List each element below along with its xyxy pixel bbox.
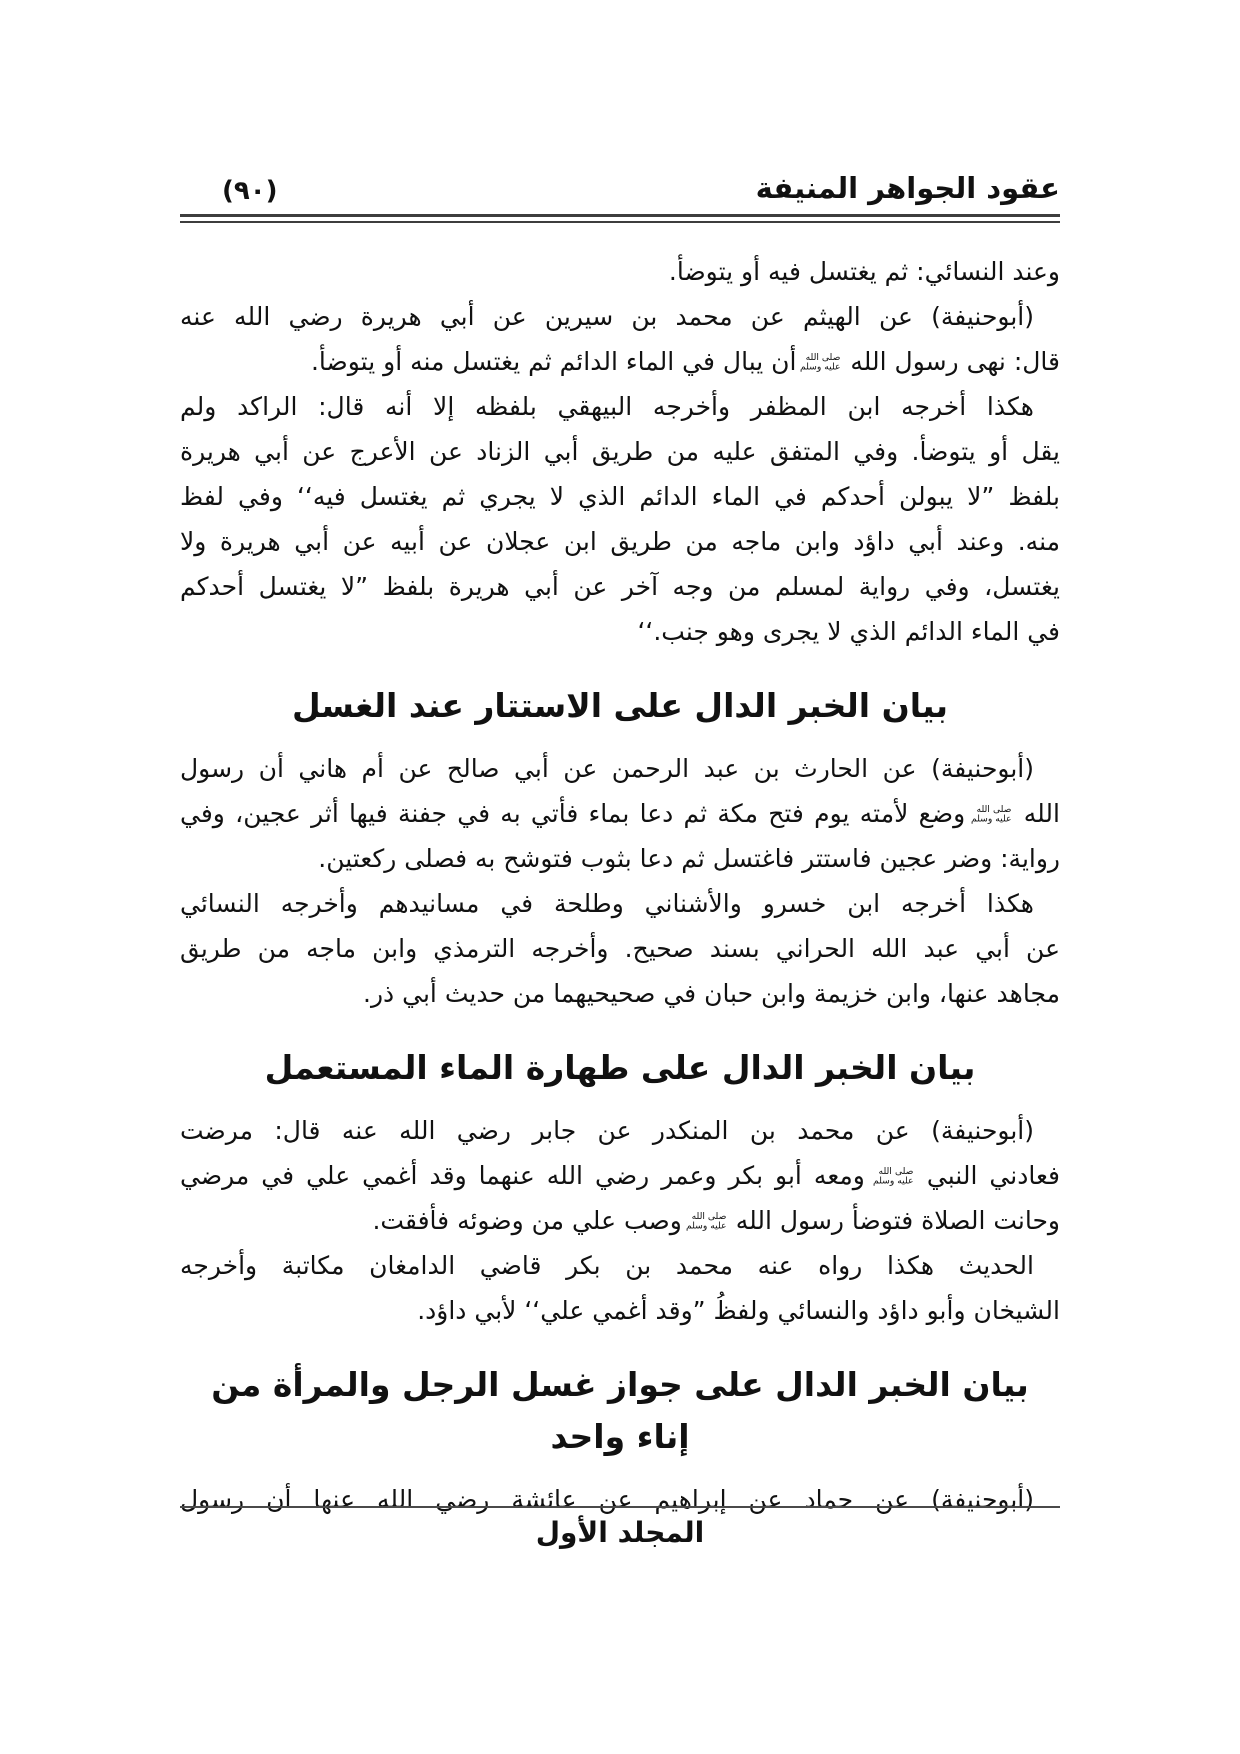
text-line: وحانت الصلاة فتوضأ رسول الله صلى الله عليه وسلم وصب علي من وضوئه فأفقت.	[372, 1206, 1060, 1235]
text-line: الشيخان وأبو داؤد والنسائي ولفظُ ”وقد أغمي علي‘‘ لأبي داؤد.	[417, 1296, 1060, 1325]
text-line: مجاهد عنها، وابن خزيمة وابن حبان في صحيحيهما من حديث أبي ذر.	[363, 979, 1060, 1008]
text-line: هكذا أخرجه ابن خسرو والأشناني وطلحة في مسانيدهم وأخرجه النسائي	[180, 889, 1034, 918]
section-heading: بيان الخبر الدال على جواز غسل الرجل والمرأة من إناء واحد	[211, 1365, 1029, 1456]
sallallahu-alayhi-wasallam-icon: صلى الله عليه وسلم	[685, 1211, 727, 1232]
text-line: عن أبي عبد الله الحراني بسند صحيح. وأخرجه الترمذي وابن ماجه من طريق	[180, 934, 1060, 963]
page-footer	[180, 1506, 1060, 1549]
text-line: وعند النسائي: ثم يغتسل فيه أو يتوضأ.	[668, 257, 1060, 286]
text-line: يغتسل، وفي رواية لمسلم من وجه آخر عن أبي هريرة بلفظ ”لا يغتسل أحدكم	[180, 572, 1060, 601]
book-title: عقود الجواهر المنيفة	[755, 171, 1060, 206]
header-divider	[180, 214, 1060, 223]
page-header	[180, 160, 1060, 206]
text-line: الحديث هكذا رواه عنه محمد بن بكر قاضي الدامغان مكاتبة وأخرجه	[180, 1251, 1034, 1280]
section-heading: بيان الخبر الدال على الاستتار عند الغسل	[291, 686, 949, 725]
text-line: (أبوحنيفة) عن حماد عن إبراهيم عن عائشة رضي الله عنها أن رسول	[180, 1485, 1034, 1514]
text-line: يقل أو يتوضأ. وفي المتفق عليه من طريق أبي الزناد عن الأعرج عن أبي هريرة	[180, 437, 1060, 466]
text-line: (أبوحنيفة) عن محمد بن المنكدر عن جابر رضي الله عنه قال: مرضت	[180, 1116, 1034, 1145]
text-line: بلفظ ”لا يبولن أحدكم في الماء الدائم الذي لا يجري ثم يغتسل فيه‘‘ وفي لفظ	[180, 482, 1060, 511]
text-line: فعادني النبي صلى الله عليه وسلم ومعه أبو بكر وعمر رضي الله عنهما وقد أغمي علي في مرضي	[180, 1161, 1060, 1190]
text-line: الله صلى الله عليه وسلم وضع لأمته يوم فتح مكة ثم دعا بماء فأتي به في جفنة فيها أثر عجين، وفي	[180, 799, 1060, 828]
body-text	[180, 249, 1060, 1522]
sallallahu-alayhi-wasallam-icon: صلى الله عليه وسلم	[971, 804, 1012, 825]
text-line: قال: نهى رسول الله صلى الله عليه وسلم أن يبال في الماء الدائم ثم يغتسل منه أو يتوضأ.	[310, 347, 1060, 376]
sallallahu-alayhi-wasallam-icon: صلى الله عليه وسلم	[800, 352, 841, 373]
text-line: رواية: وضر عجين فاستتر فاغتسل ثم دعا بثوب فتوشح به فصلى ركعتين.	[318, 844, 1060, 873]
section-heading: بيان الخبر الدال على طهارة الماء المستعمل	[264, 1048, 976, 1087]
text-line: (أبوحنيفة) عن الحارث بن عبد الرحمن عن أبي صالح عن أم هاني أن رسول	[180, 754, 1034, 783]
text-line: في الماء الدائم الذي لا يجرى وهو جنب.‘‘	[637, 617, 1060, 646]
text-line: (أبوحنيفة) عن الهيثم عن محمد بن سيرين عن أبي هريرة رضي الله عنه	[180, 302, 1034, 331]
text-line: منه. وعند أبي داؤد وابن ماجه من طريق ابن عجلان عن أبيه عن أبي هريرة ولا	[180, 527, 1060, 556]
page-number: (٩٠)	[222, 176, 278, 206]
volume-label: المجلد الأول	[535, 1516, 705, 1549]
sallallahu-alayhi-wasallam-icon: صلى الله عليه وسلم	[872, 1166, 914, 1187]
text-line: هكذا أخرجه ابن المظفر وأخرجه البيهقي بلفظه إلا أنه قال: الراكد ولم	[180, 392, 1034, 421]
